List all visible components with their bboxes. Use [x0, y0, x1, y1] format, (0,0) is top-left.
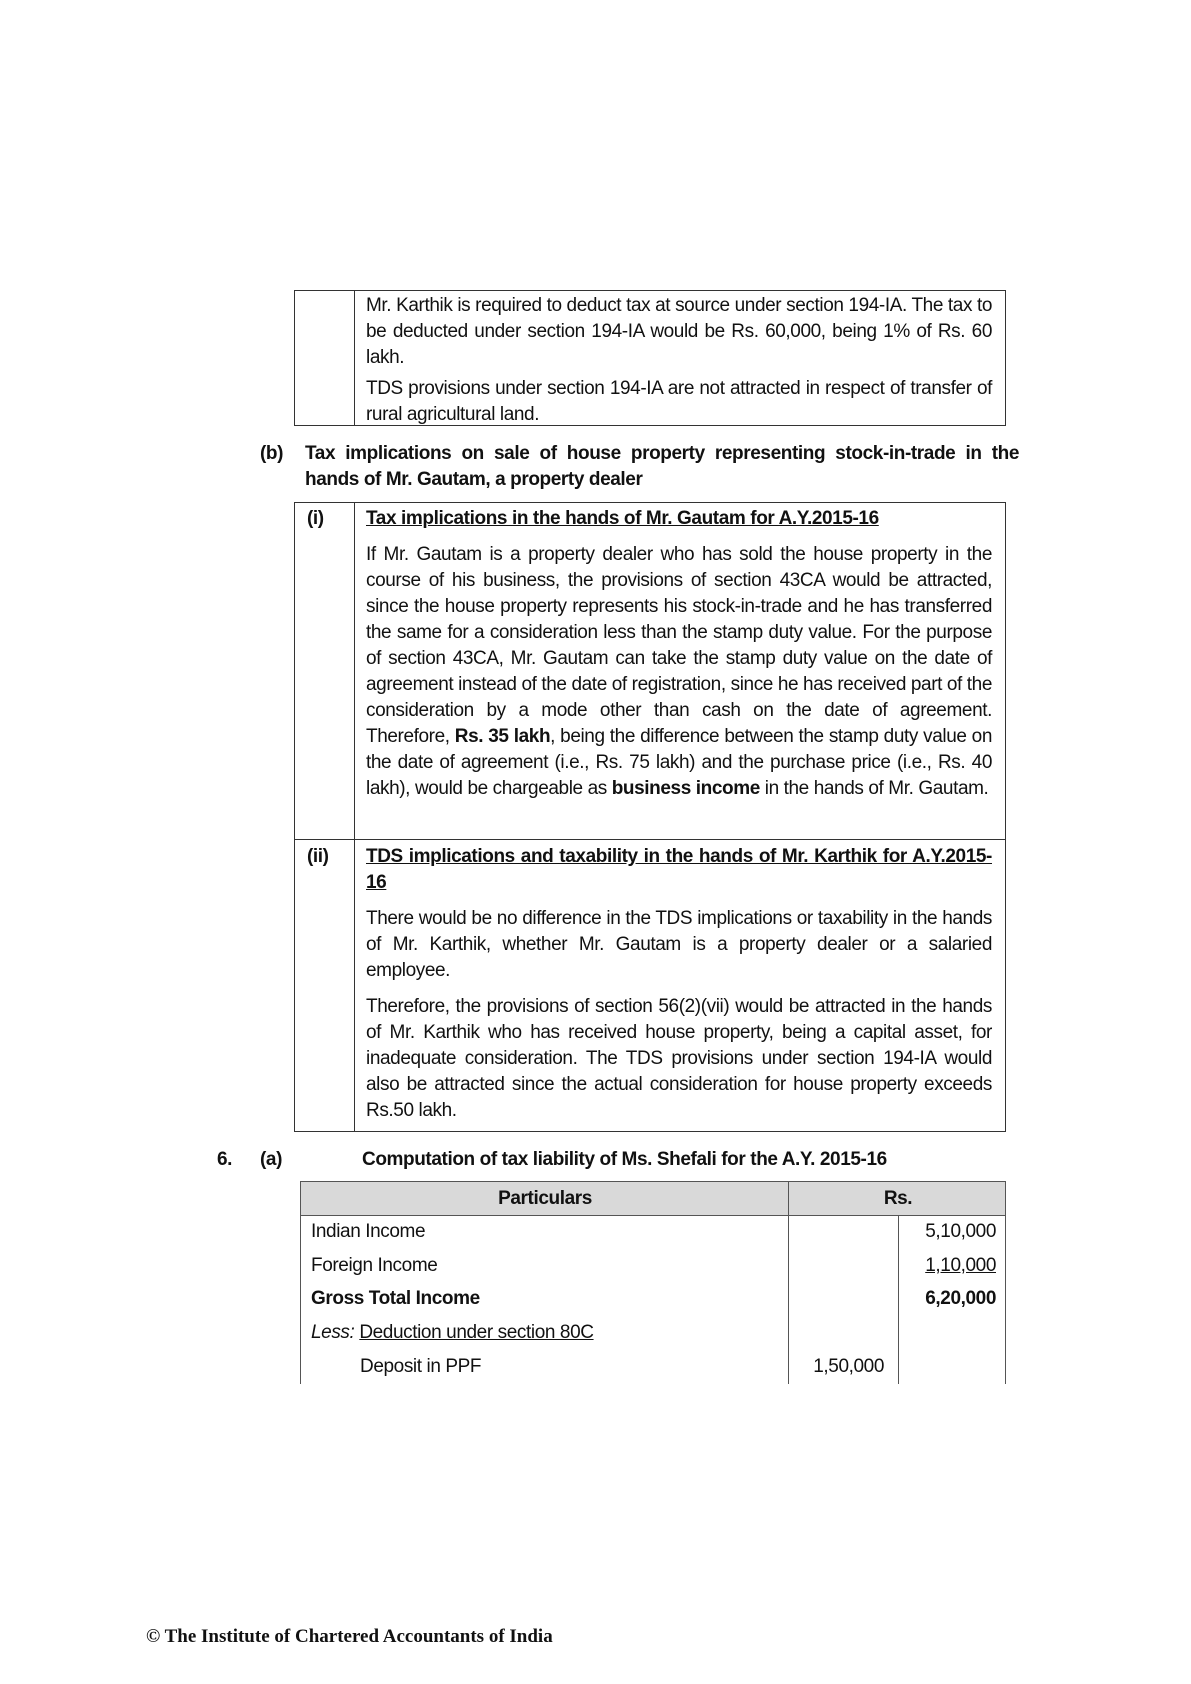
row-divider: [295, 839, 1005, 840]
table-row: [300, 1282, 1006, 1316]
row-i-paragraph: If Mr. Gautam is a property dealer who has sold the house property in the course of his business, the provisions of section 43CA would be attracted, since the house property represents his stock-in-trade and he has transferred the same for a consideration less than the stamp duty value. For the purpose of section 43CA, Mr. Gautam can take the stamp duty value on the date of agreement instead of the date of registration, since he has received part of the consideration by a mode other than cash on the date of agreement. Therefore, Rs. 35 lakh, being the difference between the stamp duty value on the date of agreement (i.e., Rs. 75 lakh) and the purchase price (i.e., Rs. 40 lakh), would be chargeable as business income in the hands of Mr. Gautam.: [366, 544, 993, 799]
part-b-title: Tax implications on sale of house property representing stock-in-trade in the hands of Mr. Gautam, a property dealer: [305, 443, 1019, 490]
row-amount: 5,10,000: [925, 1221, 996, 1242]
column-divider: [354, 291, 355, 425]
row-ii-content: [366, 844, 992, 1124]
amount-header: Rs.: [883, 1188, 913, 1209]
table-row: [300, 1215, 1006, 1249]
less-prefix: Less:: [311, 1322, 355, 1343]
row-label: Deposit in PPF: [360, 1356, 482, 1377]
row-number: (ii): [307, 846, 329, 867]
column-divider: [354, 503, 355, 1131]
row-i-content: [366, 506, 992, 802]
row-i-heading: Tax implications in the hands of Mr. Gautam for A.Y.2015-16: [366, 508, 879, 529]
part-b-label: (b): [260, 443, 284, 464]
table-header-row: [300, 1181, 1006, 1216]
row-amount: 1,50,000: [813, 1356, 884, 1377]
part-b-table: [294, 502, 1006, 1132]
computation-title: Computation of tax liability of Ms. Shefali for the A.Y. 2015-16: [362, 1149, 887, 1170]
row-ii-paragraph-2: Therefore, the provisions of section 56(2)(vii) would be attracted in the hands of Mr. Karthik who has received house property, being a capital asset, for inadequate consideration. The TDS provisions under section 194-IA would also be attracted since the actual consideration for house property exceeds Rs.50 lakh.: [366, 996, 992, 1121]
particulars-header: Particulars: [498, 1188, 592, 1209]
continued-answer-table: [294, 290, 1006, 426]
table-row: [300, 1316, 1006, 1350]
tds-paragraph: Mr. Karthik is required to deduct tax at source under section 194-IA. The tax to be deducted under section 194-IA would be Rs. 60,000, being 1% of Rs. 60 lakh.: [366, 295, 992, 368]
row-amount: 6,20,000: [925, 1288, 996, 1309]
question-number: 6.: [217, 1149, 233, 1170]
row-number: (i): [307, 508, 324, 529]
row-label: Indian Income: [311, 1221, 426, 1242]
page-footer: © The Institute of Chartered Accountants of India: [146, 1626, 553, 1647]
row-label: [311, 1320, 594, 1346]
table-row: [300, 1350, 1006, 1384]
question-part: (a): [260, 1149, 283, 1170]
agricultural-land-paragraph: TDS provisions under section 194-IA are not attracted in respect of transfer of rural agricultural land.: [366, 378, 992, 425]
row-amount: 1,10,000: [925, 1255, 996, 1276]
row-ii-heading: TDS implications and taxability in the hands of Mr. Karthik for A.Y.2015-16: [366, 846, 992, 893]
answer-cell: [366, 293, 992, 428]
row-ii-paragraph-1: There would be no difference in the TDS implications or taxability in the hands of Mr. Karthik, whether Mr. Gautam is a property dealer or a salaried employee.: [366, 908, 992, 981]
deduction-label: Deduction under section 80C: [359, 1322, 594, 1343]
row-label: Foreign Income: [311, 1255, 438, 1276]
table-row: [300, 1249, 1006, 1283]
row-label: Gross Total Income: [311, 1288, 480, 1309]
